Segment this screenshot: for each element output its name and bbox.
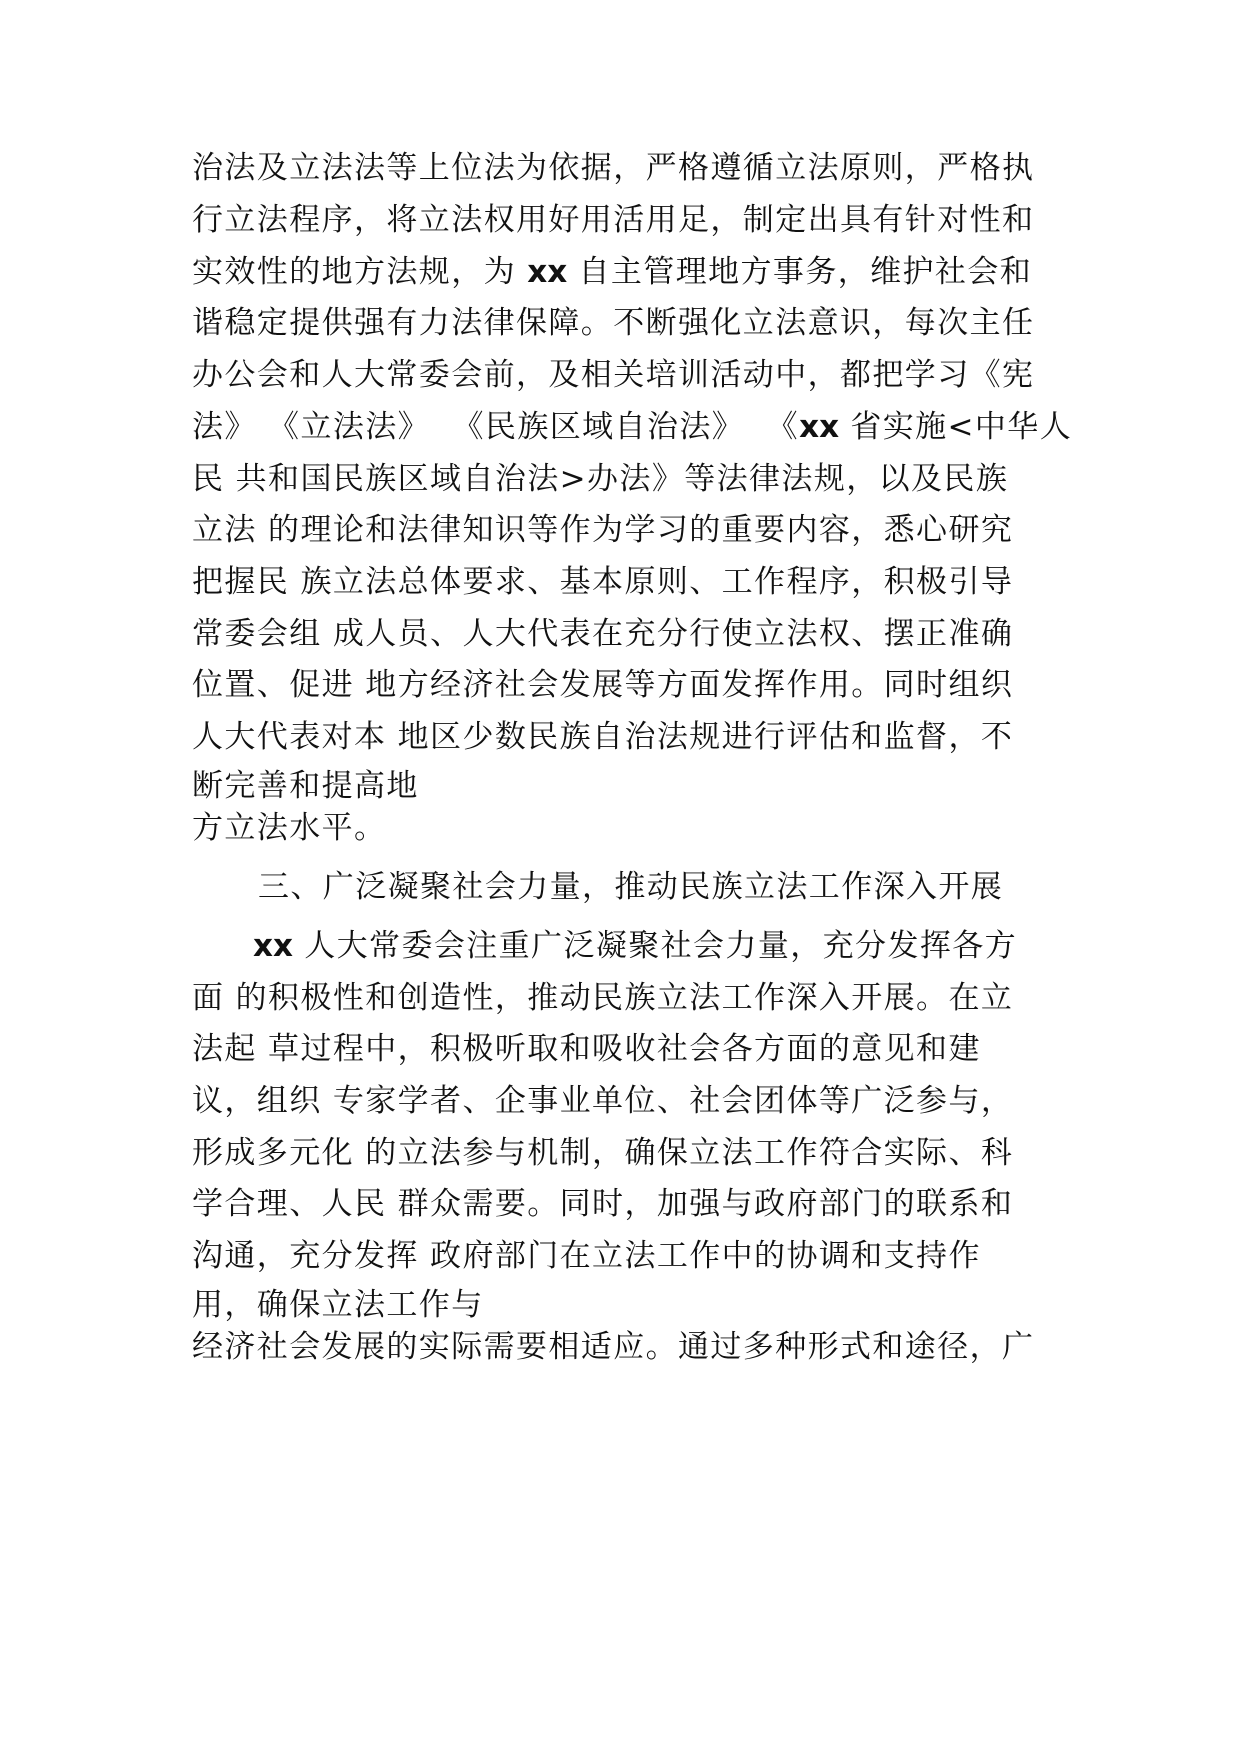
- text-line: 谐稳定提供强有力法律保障。不断强化立法意识，每次主任: [192, 305, 1035, 341]
- text-line: [192, 407, 1072, 447]
- text-line: 经济社会发展的实际需要相适应。通过多种形式和途径，广: [192, 1329, 1035, 1365]
- text-line: 位置、促进 地方经济社会发展等方面发挥作用。同时组织: [192, 667, 1014, 703]
- placeholder-xx: xx: [253, 928, 293, 964]
- text-line: [192, 252, 1072, 292]
- text-segment: 人大常委会注重广泛凝聚社会力量，充分发挥各方: [293, 928, 1018, 964]
- text-line: 常委会组 成人员、人大代表在充分行使立法权、摆正准确: [192, 616, 1014, 652]
- text-segment: 实效性的地方法规，为: [192, 254, 528, 290]
- text-segment: 法》 《立法法》 《民族区域自治法》 《: [192, 409, 800, 445]
- text-line: 议，组织 专家学者、企事业单位、社会团体等广泛参与，: [192, 1083, 1014, 1119]
- text-line: 治法及立法法等上位法为依据，严格遵循立法原则，严格执: [192, 150, 1035, 186]
- text-line: 行立法程序，将立法权用好用活用足，制定出具有针对性和: [192, 202, 1035, 238]
- text-line: 把握民 族立法总体要求、基本原则、工作程序，积极引导: [192, 564, 1014, 600]
- text-line: 学合理、人民 群众需要。同时，加强与政府部门的联系和: [192, 1186, 1014, 1222]
- placeholder-xx: xx: [527, 254, 568, 290]
- text-segment: 省实施<中华人: [839, 409, 1073, 445]
- text-line: 沟通，充分发挥 政府部门在立法工作中的协调和支持作: [192, 1238, 981, 1274]
- placeholder-xx: xx: [799, 409, 840, 445]
- text-segment: 自主管理地方事务，维护社会和: [567, 254, 1033, 290]
- text-line: 面 的积极性和创造性，推动民族立法工作深入开展。在立: [192, 980, 1014, 1016]
- text-line: 办公会和人大常委会前，及相关培训活动中，都把学习《宪: [192, 357, 1035, 393]
- section-heading: 三、广泛凝聚社会力量，推动民族立法工作深入开展: [258, 869, 1004, 905]
- text-line: 方立法水平。: [192, 810, 387, 846]
- text-line: 立法 的理论和法律知识等作为学习的重要内容，悉心研究: [192, 512, 1014, 548]
- text-line: 法起 草过程中，积极听取和吸收社会各方面的意见和建: [192, 1031, 981, 1067]
- text-line: [253, 926, 1133, 966]
- text-line: 人大代表对本 地区少数民族自治法规进行评估和监督，不: [192, 719, 1014, 755]
- text-line: 用，确保立法工作与: [192, 1287, 484, 1323]
- text-line: 形成多元化 的立法参与机制，确保立法工作符合实际、科: [192, 1135, 1014, 1171]
- text-line: 民 共和国民族区域自治法>办法》等法律法规，以及民族: [192, 461, 1009, 497]
- text-line: 断完善和提高地: [192, 768, 419, 804]
